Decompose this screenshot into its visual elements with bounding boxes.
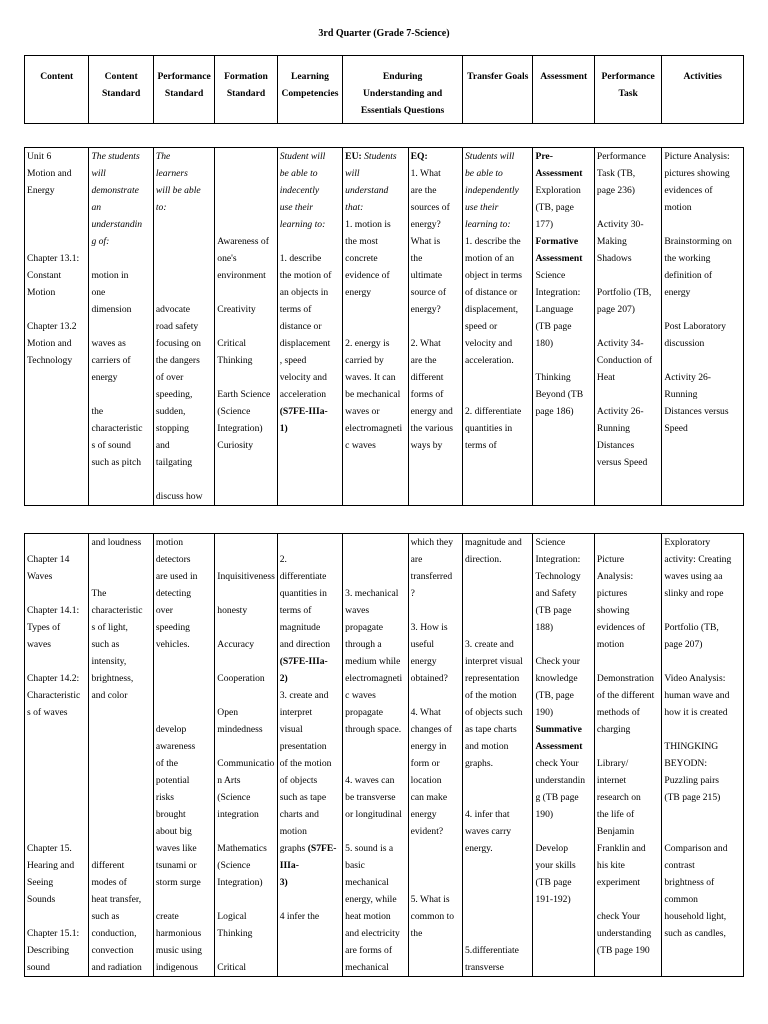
content-standard-body: motion in one dimension waves as carriers of energy the characteristic s of sound such as pitch xyxy=(91,270,143,468)
assessment-body-1: Science Integration: Technology and Safety (TB page 188) Check your knowledge (TB, page 190) xyxy=(535,537,581,718)
transfer-intro: Students will be able to independently use their learning to: xyxy=(465,151,519,230)
performance-standard-intro: The learners will be able to: xyxy=(155,151,201,213)
assessment-body-2: check Your understandin g (TB page 190) Develop your skills (TB page 191-192) xyxy=(535,758,586,905)
curriculum-table-page-2 xyxy=(24,533,744,977)
eq-body: 1. What are the sources of energy? What is the ultimate source of energy? 2. What are the different forms of energy and the various ways by xyxy=(410,168,453,451)
enduring-understanding-cell xyxy=(343,148,408,506)
learning-competencies-cell xyxy=(277,534,342,977)
performance-standard-cell xyxy=(153,148,214,506)
learning-body: 1. describe the motion of an objects in terms of distance or displacement , speed velocity and acceleration xyxy=(279,253,332,400)
eu-intro: Students will understand that: xyxy=(345,151,397,213)
essential-questions-cell xyxy=(408,148,462,506)
content-standard-cell xyxy=(89,148,153,506)
header-transfer-goals: Transfer Goals xyxy=(463,56,533,124)
learning-code-2: (S7FE-IIIa- 2) xyxy=(279,656,328,684)
content-cell: Chapter 14 Waves Chapter 14.1: Types of waves Chapter 14.2: Characteristic s of waves Chapter 15. Hearing and Seeing Sounds Chapter 15.1: Describing sound xyxy=(25,534,89,977)
learning-code: (S7FE-IIIa- 1) xyxy=(279,406,328,434)
learning-body-3: 3. create and interpret visual presentation of the motion of objects such as tape charts and motion graphs xyxy=(279,690,332,854)
header-performance-standard: Performance Standard xyxy=(153,56,214,124)
page-title: 3rd Quarter (Grade 7-Science) xyxy=(318,28,450,39)
header-assessment: Assessment xyxy=(533,56,594,124)
formative-assessment-body: Science Integration: Language (TB page 180) Thinking Beyond (TB page 186) xyxy=(535,270,584,417)
learning-code-3: (S7FE-IIIa- 3) xyxy=(279,843,337,888)
eu-body: 1. motion is the most concrete evidence of energy 2. energy is carried by waves. It can be mechanical waves or electromagneti c waves xyxy=(345,219,403,451)
header-activities: Activities xyxy=(662,56,744,124)
essential-questions-cell: which they are transferred ? 3. How is useful energy obtained? 4. What changes of energy in form or location can make energy evident? 5. What is common to the xyxy=(408,534,462,977)
performance-standard-body: advocate road safety focusing on the dangers of over speeding, sudden, stopping and tailgating discuss how xyxy=(155,304,203,502)
content-cell: Unit 6 Motion and Energy Chapter 13.1: Constant Motion Chapter 13.2 Motion and Technology xyxy=(25,148,89,506)
transfer-body: 1. describe the motion of an object in terms of distance or displacement, speed or velocity and acceleration. 2. differentiate quantities in terms of xyxy=(465,236,523,451)
header-content-standard: Content Standard xyxy=(89,56,153,124)
activities-cell: Exploratory activity: Creating waves using aa slinky and rope Portfolio (TB, page 207) Video Analysis: human wave and how it is created THINGKING BEYODN: Puzzling pairs (TB page 215) Comparison and contrast brightness of common household light, such as candles, xyxy=(662,534,744,977)
learning-body-4: 4 infer the xyxy=(279,911,320,922)
header-performance-task: Performance Task xyxy=(594,56,661,124)
header-formation-standard: Formation Standard xyxy=(215,56,277,124)
eu-label: EU: xyxy=(345,151,362,162)
transfer-goals-cell: magnitude and direction. 3. create and interpret visual representation of the motion of objects such as tape charts and motion graphs. 4. infer that waves carry energy. 5.differentiate transverse xyxy=(463,534,533,977)
enduring-understanding-cell: 3. mechanical waves propagate through a medium while electromagneti c waves propagate through space. 4. waves can be transverse or longitudinal 5. sound is a basic mechanical energy, while heat motion and electricity are forms of mechanical xyxy=(343,534,408,977)
formation-standard-cell: Inquisitiveness honesty Accuracy Cooperation Open mindedness Communicatio n Arts (Science integration Mathematics (Science Integration) Logical Thinking Critical xyxy=(215,534,277,977)
eq-label: EQ: xyxy=(410,151,428,162)
pre-assessment-body: Exploration (TB, page 177) xyxy=(535,185,581,230)
formation-standard-cell: Awareness of one's environment Creativity Critical Thinking Earth Science (Science Integration) Curiosity xyxy=(215,148,277,506)
header-enduring-understanding: Enduring Understanding and Essentials Questions xyxy=(343,56,463,124)
summative-assessment-label: Summative Assessment xyxy=(535,724,583,752)
performance-task-cell: Picture Analysis: pictures showing evidences of motion Demonstration of the different methods of charging Library/ internet research on the life of Benjamin Franklin and his kite experiment check Your understanding (TB page 190 xyxy=(594,534,661,977)
pre-assessment-label: Pre- Assessment xyxy=(535,151,583,179)
learning-body-2: 2. differentiate quantities in terms of magnitude and direction xyxy=(279,554,331,650)
performance-standard-cell: motion detectors are used in detecting over speeding vehicles. develop awareness of the potential risks brought about big waves like tsunami or storm surge create harmonious music using indigenous xyxy=(153,534,214,977)
content-standard-cell: and loudness The characteristic s of light, such as intensity, brightness, and color different modes of heat transfer, such as conduction, convection and radiation xyxy=(89,534,153,977)
learning-competencies-cell xyxy=(277,148,342,506)
formative-assessment-label: Formative Assessment xyxy=(535,236,583,264)
content-standard-intro: The students will demonstrate an understandin g of: xyxy=(91,151,143,247)
curriculum-table-page-1 xyxy=(24,147,744,506)
learning-intro: Student will be able to indecently use their learning to: xyxy=(279,151,326,230)
performance-task-cell: Performance Task (TB, page 236) Activity 30- Making Shadows Portfolio (TB, page 207) Activity 34- Conduction of Heat Activity 26- Running Distances versus Speed xyxy=(594,148,661,506)
assessment-cell xyxy=(533,534,594,977)
header-table xyxy=(24,55,744,124)
transfer-goals-cell xyxy=(463,148,533,506)
header-content: Content xyxy=(25,56,89,124)
assessment-cell xyxy=(533,148,594,506)
activities-cell: Picture Analysis: pictures showing evidences of motion Brainstorming on the working definition of energy Post Laboratory discussion Activity 26- Running Distances versus Speed xyxy=(662,148,744,506)
header-learning-competencies: Learning Competencies xyxy=(277,56,342,124)
